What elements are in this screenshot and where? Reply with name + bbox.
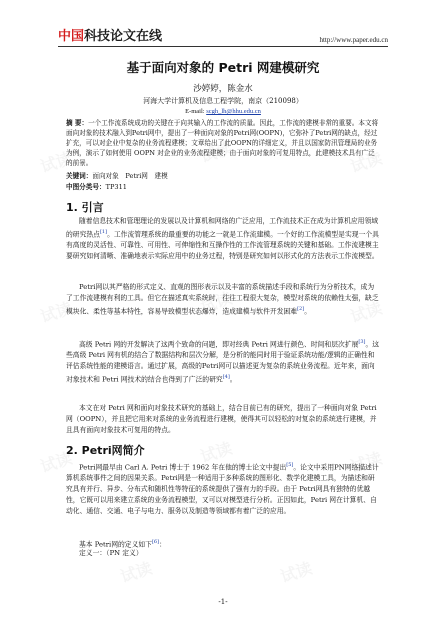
watermark-text <box>117 556 155 588</box>
abstract-text: 一个工作流系统成功的关键在于向其输入的工作流的质量。因此，工作流的建模非常的重要。本文将面向对象的技术融入到Petri网中，提出了一种面向对象的Petri网(OOPN)，它弥补了Petri网的缺点，经过扩充，可以对企业中复杂的业务流程建模；文章给出了此OOPN的详细定义，并且以国家防汛管理局的业务为例，演示了如何使用 OOPN 对企业的业务流程建模；由于面向对象的可复用特点，此建模技术具有广泛的前景。 <box>66 119 379 167</box>
paper-affiliation: 河海大学计算机及信息工程学院，南京（210098） <box>143 97 303 105</box>
email-label: E-mail: <box>185 108 205 115</box>
abstract <box>66 118 380 168</box>
citation-link[interactable]: [6] <box>151 539 160 545</box>
section-1-paragraph: 本文在对 Petri 网和面向对象技术研究的基础上，结合目前已有的研究，提出了一种面向对象 Petri 网（OOPN），并且把它用来对系统的业务流程进行建模，使得其可以轻松的对复杂的系统进行建模，并且具有面向对象技术可复用的特点。 <box>66 404 377 434</box>
section-2-paragraph: Petri网最早由 Carl A. Petri 博士于 1962 年在他的博士论文中提出[5]。论文中采用PN网络描述计算机系统事件之间的因果关系。Petri网是一种适用于多种系统的图形化、数学化建模工具，为描述和研究具有并行、异步、分布式和随机性等特征的系统提供了强有力的手段。由于 Petri网具有独特的优越性，它既可以用来建立系统的业务流程模型，又可以对模型进行分析。正因如此，Petri 网在计算机、自动化、通信、交通、电子与电力、服务以及制造等领域都有着广泛的应用。 <box>66 462 379 516</box>
site-url[interactable]: http://www.paper.edu.cn <box>319 36 388 44</box>
keywords-label: 关键词： <box>66 172 93 180</box>
keywords-line <box>66 170 380 180</box>
section-1-paragraph: 高级 Petri 网的开发解决了这两个致命的问题，即对经典 Petri 网进行颜色、时间和层次扩展[3]。这些高级 Petri 网有机的结合了数据结构和层次分解，是分析的能同时用于验证系统功能/逻辑的正确性和评估系统性能的建模语言。通过扩展，高级的Petri网可以描述更为复杂的系统业务流程。近年来，面向对象技术和 Petri 网技术的结合也得到了广泛的研究[4]。 <box>66 339 380 384</box>
section-1-title: 1. 引言 <box>66 201 104 214</box>
section-1-paragraph: 随着信息技术和管理理论的发展以及计算机和网络的广泛应用，工作流技术正在成为计算机应用领域的研究热点[1]。工作流管理系统的最重要的功能之一就是工作流建模。一个好的工作流模型是实现一个具有高度的灵活性、可靠性、可用性、可伸缩性和互操作性的工作流管理系统的关键和基础。工作流建模主要研究如何清晰、准确地表示实际应用中的业务过程，特别是研究如何以形式化的方法表示工作流模型。 <box>66 217 379 261</box>
keywords: 面向对象 Petri网 建模 <box>92 172 168 180</box>
clc-line <box>66 181 380 191</box>
paper-title: 基于面向对象的 Petri 网建模研究 <box>126 60 320 75</box>
site-logo[interactable] <box>58 25 162 44</box>
logo-part1: 中国 <box>58 29 85 44</box>
citation-link[interactable]: [5] <box>286 462 294 468</box>
citation-link[interactable]: [2] <box>297 306 305 312</box>
section-2-title: 2. Petri网简介 <box>66 444 145 457</box>
section-1-paragraph: Petri网以其严格的形式定义、直观的图形表示以及丰富的系统描述手段和系统行为分析技术，成为了工作流建模有利的工具。但它在描述真实系统时，往往工程很大复杂，模型对系统的依赖性太强，缺乏模块化、柔性等基本特性，容易导致模型状态爆炸，造成建模与软件开发困难[2]。 <box>66 283 379 316</box>
citation-link[interactable]: [4] <box>222 374 230 381</box>
clc-number: TP311 <box>105 183 127 191</box>
definition-line: 定义一：（PN 定义） <box>79 549 143 557</box>
citation-link[interactable]: [1] <box>99 229 108 235</box>
citation-link[interactable]: [3] <box>358 339 366 345</box>
page-header <box>58 24 388 44</box>
definition-intro: 基本 Petri网的定义如下[6]： <box>79 539 166 549</box>
watermark-text <box>277 556 315 588</box>
email-link[interactable]: scgh_lh@hhu.edu.cn <box>206 108 261 115</box>
page-number: -1- <box>218 598 228 606</box>
email-line <box>58 108 388 115</box>
abstract-label: 摘 要： <box>66 119 89 127</box>
logo-part2: 科技论文在线 <box>84 29 163 44</box>
clc-label: 中图分类号： <box>66 183 106 191</box>
header-rule <box>58 46 388 47</box>
paper-authors: 沙婷婷，陈金水 <box>193 84 253 94</box>
